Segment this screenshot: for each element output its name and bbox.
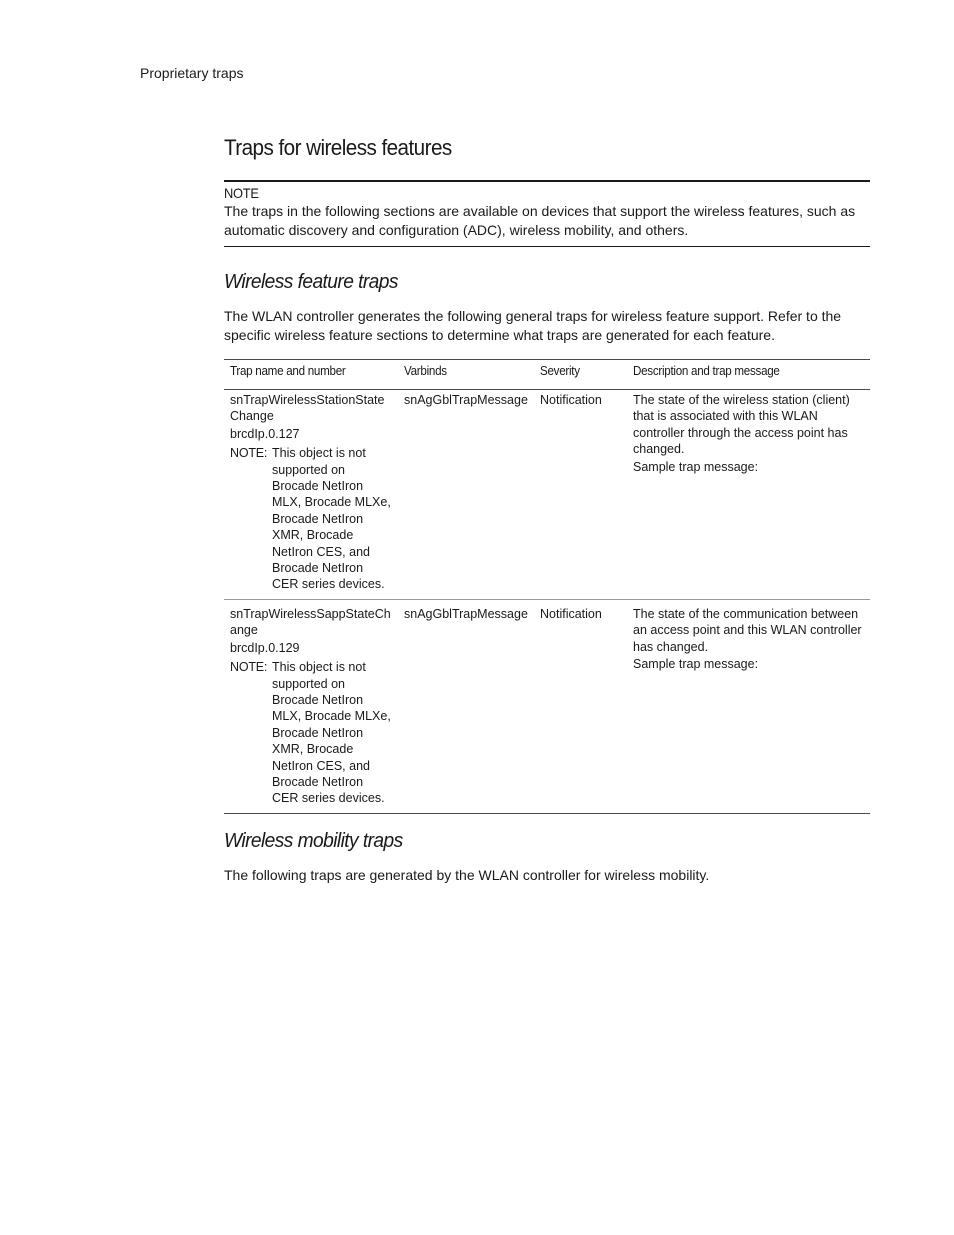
trap-note (230, 445, 392, 593)
note-box (224, 180, 870, 247)
wireless-feature-traps-table (224, 359, 870, 814)
trap-note-text: This object is not supported on Brocade NetIron MLX, Brocade MLXe, Brocade NetIron XMR, Brocade NetIron CES, and Brocade NetIron CER series devices. (272, 660, 391, 806)
note-text: The traps in the following sections are available on devices that support the wireless features, such as automatic discovery and configuration (ADC), wireless mobility, and others. (224, 203, 856, 238)
table-header-row (224, 360, 870, 390)
trap-number: brcdIp.0.129 (230, 640, 300, 655)
trap-note (230, 659, 392, 807)
trap-note-label: NOTE: (230, 446, 268, 461)
wireless-mobility-traps-heading: Wireless mobility traps (224, 829, 403, 852)
wireless-feature-intro: The WLAN controller generates the following general traps for wireless feature support. Refer to the specific wireless feature sections to determine what traps are generated for each feature. (224, 308, 842, 343)
section-title: Traps for wireless features (224, 135, 452, 160)
wireless-mobility-intro: The following traps are generated by the WLAN controller for wireless mobility. (224, 866, 710, 883)
note-label: NOTE (224, 185, 259, 201)
trap-note-text: This object is not supported on Brocade NetIron MLX, Brocade MLXe, Brocade NetIron XMR, Brocade NetIron CES, and Brocade NetIron CER series devices. (272, 446, 391, 592)
wireless-feature-traps-heading: Wireless feature traps (224, 271, 398, 293)
description-cell (627, 599, 870, 813)
description-text: The state of the wireless station (client) that is associated with this WLAN controller through the access point has changed. (633, 393, 850, 457)
page-content (224, 128, 870, 885)
trap-number: brcdIp.0.127 (230, 426, 300, 441)
description-cell (627, 390, 870, 600)
trap-name-cell (224, 390, 398, 600)
varbinds-cell: snAgGblTrapMessage (404, 606, 528, 621)
severity-cell: Notification (540, 606, 602, 621)
trap-name: snTrapWirelessSappStateChange (230, 606, 391, 638)
table-row (224, 390, 870, 600)
varbinds-cell: snAgGblTrapMessage (404, 393, 528, 407)
trap-name-cell (224, 599, 398, 813)
column-header-description: Description and trap message (633, 364, 780, 378)
description-text: The state of the communication between an access point and this WLAN controller has changed. (633, 606, 862, 654)
sample-trap-label: Sample trap message: (633, 459, 759, 474)
trap-note-label: NOTE: (230, 660, 268, 675)
column-header-varbinds: Varbinds (404, 364, 447, 378)
running-header: Proprietary traps (140, 65, 244, 81)
trap-name: snTrapWirelessStationStateChange (230, 393, 385, 424)
severity-cell: Notification (540, 393, 602, 407)
column-header-trap-name: Trap name and number (230, 364, 346, 378)
table-row (224, 599, 870, 813)
sample-trap-label: Sample trap message: (633, 657, 759, 672)
column-header-severity: Severity (540, 364, 580, 378)
